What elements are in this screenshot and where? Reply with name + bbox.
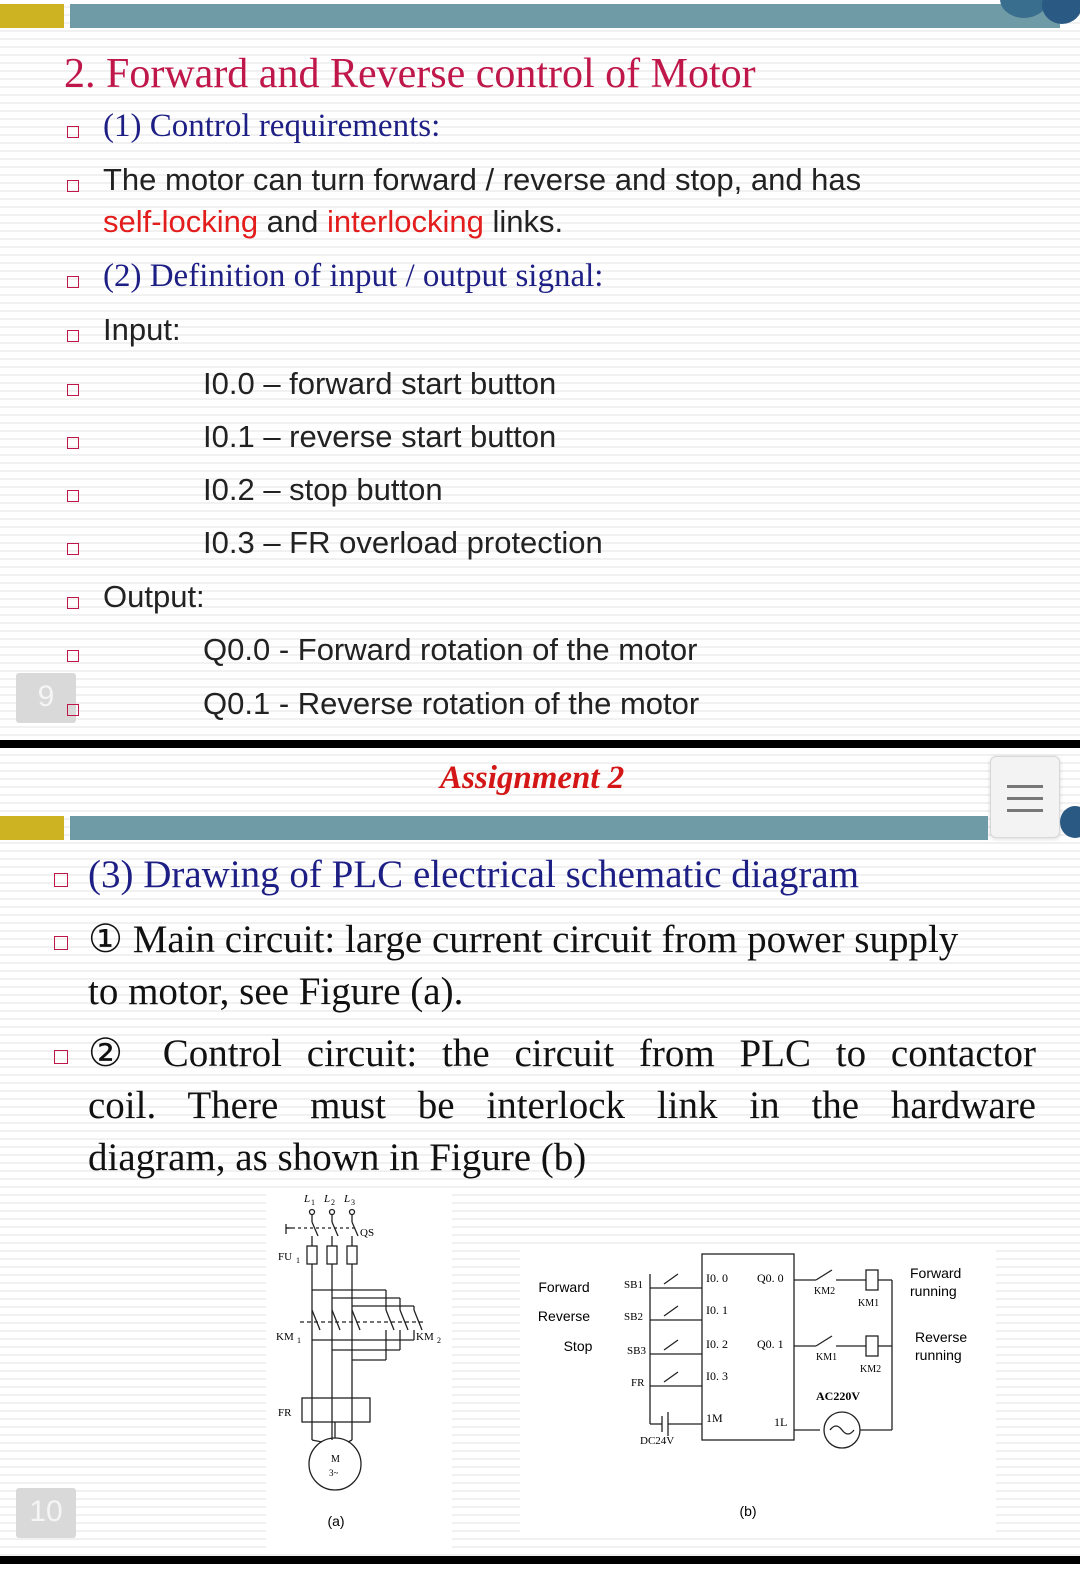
label-forward: Forward [538,1279,590,1295]
square-bullet-icon [67,543,79,555]
square-bullet-icon [67,490,79,502]
assignment-title: Assignment 2 [440,760,625,796]
section-heading: (3) Drawing of PLC electrical schematic diagram [88,853,860,896]
label-dc24v: DC24V [640,1435,675,1447]
square-bullet-icon [54,936,68,950]
main-circuit-diagram [266,1190,452,1550]
input-label: Input: [103,312,181,347]
label-i02: I0. 2 [706,1337,728,1351]
control-circuit-text [88,1028,1036,1184]
output-item: Q0.1 - Reverse rotation of the motor [203,686,700,721]
label-km2: KM [416,1331,434,1343]
label-i00: I0. 0 [706,1271,728,1285]
square-bullet-icon [67,330,79,342]
main-circuit-line1: ① Main circuit: large current circuit from power supply [88,918,959,961]
label-reverse: Reverse [537,1308,591,1324]
label-ac220v: AC220V [816,1389,860,1403]
menu-bar-icon [1007,809,1043,812]
label-qs: QS [360,1227,375,1239]
menu-bar-icon [1007,785,1043,788]
gold-accent-block [0,816,64,840]
label-km1: KM [276,1331,294,1343]
req-text-line1: The motor can turn forward / reverse and stop, and has [103,162,862,197]
slide-10 [0,748,1080,1556]
slide-divider [0,740,1080,748]
label-1l: 1L [774,1415,788,1429]
square-bullet-icon [67,437,79,449]
label-l2-sub: 2 [331,1198,335,1207]
req-text-line2 [103,204,563,240]
square-bullet-icon [67,650,79,662]
label-l3: L [344,1193,351,1205]
label-i01: I0. 1 [706,1303,728,1317]
page-title: 2. Forward and Reverse control of Motor [64,51,756,97]
label-reverse-running-2: running [915,1347,962,1363]
label-km2-top: KM2 [814,1286,836,1297]
figure-b-caption: (b) [739,1503,757,1519]
main-circuit-line2: to motor, see Figure (a). [88,970,464,1013]
req-heading: (1) Control requirements: [103,108,441,144]
output-item: Q0.0 - Forward rotation of the motor [203,632,698,667]
input-item: I0.1 – reverse start button [203,419,557,454]
teal-header-bar [70,4,1060,28]
label-forward-running-1: Forward [910,1265,962,1281]
input-item: I0.3 – FR overload protection [203,525,603,560]
main-circuit-text [88,914,1036,1018]
label-l1-sub: 1 [311,1198,315,1207]
square-bullet-icon [67,180,79,192]
control-line1: ② Control circuit: the circuit from PLC to contactor [88,1032,1036,1075]
label-motor-phase: 3~ [329,1468,339,1478]
label-sb3: SB3 [627,1345,646,1357]
square-bullet-icon [54,1050,68,1064]
square-bullet-icon [54,873,68,887]
menu-button[interactable] [990,756,1060,838]
square-bullet-icon [67,597,79,609]
square-bullet-icon [67,126,79,138]
input-item: I0.2 – stop button [203,472,443,507]
input-item: I0.0 – forward start button [203,366,557,401]
plc-control-diagram [520,1244,996,1534]
label-i03: I0. 3 [706,1369,728,1383]
interlocking-text: interlocking [327,204,484,239]
label-l1: L [304,1193,311,1205]
label-sb1: SB1 [624,1279,643,1291]
label-fr: FR [631,1377,645,1389]
self-locking-text: self-locking [103,204,259,239]
label-forward-running-2: running [910,1283,957,1299]
menu-bar-icon [1007,797,1043,800]
label-fu: FU [278,1251,293,1263]
label-stop: Stop [563,1338,593,1354]
label-km2-sub: 2 [437,1336,441,1345]
control-line2: coil. There must be interlock link in the hardware [88,1084,1036,1127]
corner-logo-icon [1060,806,1080,838]
label-km2-bottom: KM2 [860,1364,882,1375]
figure-b-control-circuit [520,1244,996,1534]
label-motor: M [331,1454,340,1465]
label-l2: L [324,1193,331,1205]
links-text: links. [483,204,564,239]
figure-a-main-circuit [266,1190,452,1550]
label-sb2: SB2 [624,1311,643,1323]
label-km1-bottom: KM1 [816,1352,838,1363]
label-fu-sub: 1 [296,1256,300,1265]
label-reverse-running-1: Reverse [915,1329,968,1345]
teal-header-bar [70,816,988,840]
slide-9 [0,0,1080,742]
label-km1-top: KM1 [858,1298,880,1309]
control-line3: diagram, as shown in Figure (b) [88,1136,587,1179]
page-number-badge: 10 [16,1488,76,1538]
figure-a-caption: (a) [327,1513,345,1529]
square-bullet-icon [67,704,79,716]
def-heading: (2) Definition of input / output signal: [103,258,604,294]
bottom-divider [0,1556,1080,1564]
label-q00: Q0. 0 [757,1271,784,1285]
label-km1-sub: 1 [297,1336,301,1345]
label-fr: FR [278,1407,292,1419]
page-number-badge: 9 [16,673,76,723]
and-text: and [258,204,328,239]
square-bullet-icon [67,384,79,396]
label-q01: Q0. 1 [757,1337,784,1351]
label-1m: 1M [706,1411,723,1425]
label-l3-sub: 3 [351,1198,355,1207]
output-label: Output: [103,579,205,614]
square-bullet-icon [67,276,79,288]
gold-accent-block [0,4,64,28]
